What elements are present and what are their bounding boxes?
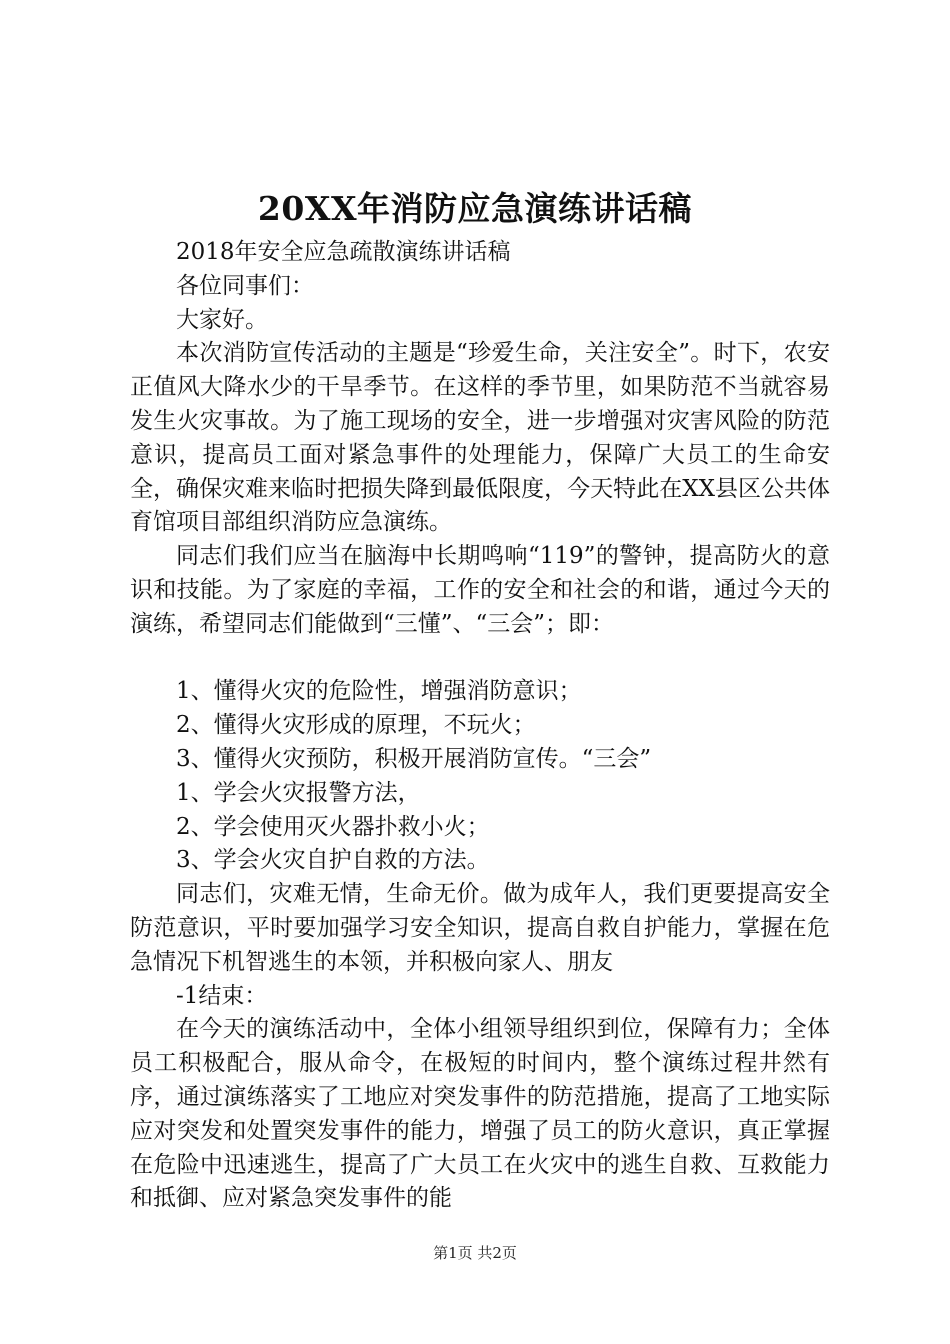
document-title: 20XX年消防应急演练讲话稿 [257,189,693,228]
list-item: 3、学会火灾自护自救的方法。 [176,847,490,874]
page-footer: 第1页 共2页 [433,1244,517,1262]
paragraph: 本次消防宣传活动的主题是“珍爱生命，关注安全”。时下，农安正值风大降水少的干旱季节。在这样的季节里，如果防范不当就容易发生火灾事故。为了施工现场的安全，进一步增强对灾害风险的防范意识，提高员工面对紧急事件的处理能力，保障广大员工的生命安全，确保灾难来临时把损失降到最低限度，今天特此在XX县区公共体育馆项目部组织消防应急演练。 [130,340,830,536]
paragraph: 在今天的演练活动中，全体小组领导组织到位，保障有力；全体员工积极配合，服从命令，在极短的时间内，整个演练过程井然有序，通过演练落实了工地应对突发事件的防范措施，提高了工地实际应对突发和处置突发事件的能力，增强了员工的防火意识，真正掌握在危险中迅速逃生，提高了广大员工在火灾中的逃生自救、互救能力和抵御、应对紧急突发事件的能 [130,1016,830,1212]
document-body [130,236,830,1216]
list-item: 3、懂得火灾预防，积极开展消防宣传。“三会” [176,745,652,772]
blank-line [130,642,830,676]
paragraph: 同志们我们应当在脑海中长期鸣响“119”的警钟，提高防火的意识和技能。为了家庭的幸福，工作的安全和社会的和谐，通过今天的演练，希望同志们能做到“三懂”、“三会”；即： [130,543,830,637]
list-item: 1、学会火灾报警方法， [176,779,421,806]
list-item: 2、懂得火灾形成的原理，不玩火； [176,712,536,739]
list-item: 1、懂得火灾的危险性，增强消防意识； [176,678,582,705]
paragraph: 大家好。 [176,306,268,333]
paragraph: -1结束： [176,982,268,1009]
paragraph: 2018年安全应急疏散演练讲话稿 [176,239,511,265]
paragraph: 同志们，灾难无情，生命无价。做为成年人，我们更要提高安全防范意识，平时要加强学习安全知识，提高自救自护能力，掌握在危急情况下机智逃生的本领，并积极向家人、朋友 [130,881,830,975]
paragraph: 各位同事们： [176,272,314,299]
list-item: 2、学会使用灭火器扑救小火； [176,813,490,840]
